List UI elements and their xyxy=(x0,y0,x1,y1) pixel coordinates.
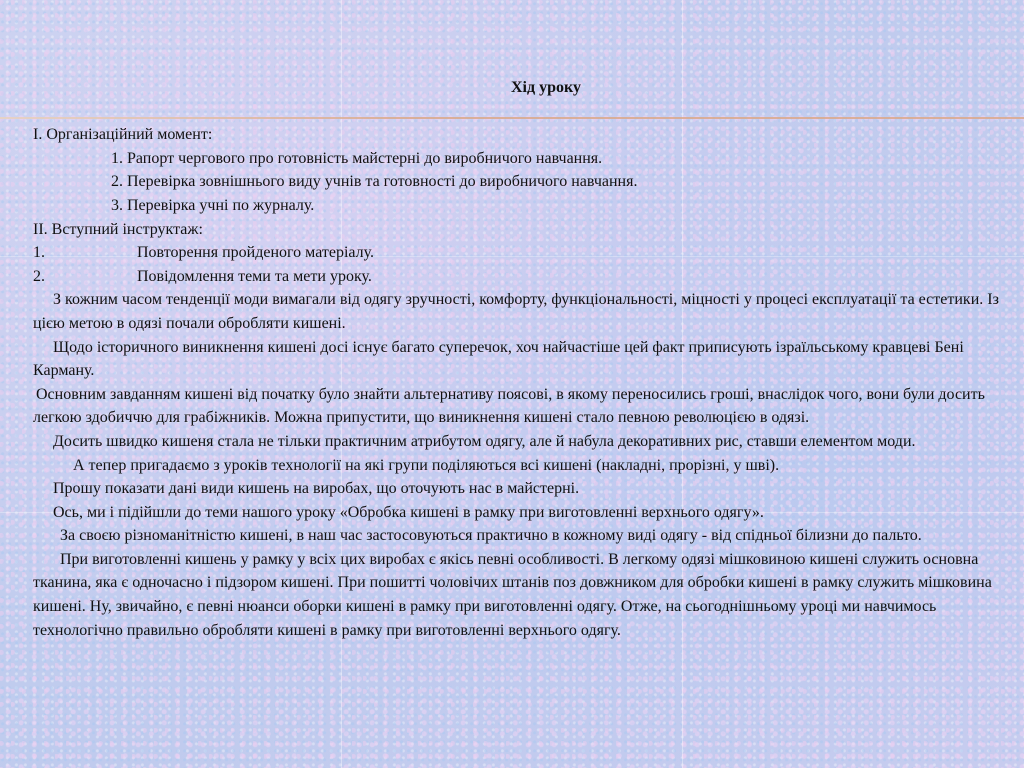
item-text: Повторення пройденого матеріалу. xyxy=(137,244,375,262)
section1-item: 2. Перевірка зовнішнього виду учнів та готовності до виробничого навчання. xyxy=(111,173,638,191)
paragraph: Ось, ми і підійшли до теми нашого уроку «Обробка кишені в рамку при виготовленні верхнього одягу». xyxy=(53,503,764,521)
item-number: 2. xyxy=(33,267,45,285)
paragraph: Щодо історичного виникнення кишені досі існує багато суперечок, хоч найчастіше цей факт приписують ізраїльському кравцеві Бені Карману. xyxy=(33,338,964,380)
section2-item xyxy=(33,241,999,265)
section1-item: 1. Рапорт чергового про готовність майстерні до виробничого навчання. xyxy=(111,149,603,167)
item-text: Повідомлення теми та мети уроку. xyxy=(137,267,372,285)
item-number: 1. xyxy=(33,244,45,262)
paragraph: Досить швидко кишеня стала не тільки практичним атрибутом одягу, але й набула декоративних рис, ставши елементом моди. xyxy=(53,432,916,450)
paragraph: А тепер пригадаємо з уроків технології на які групи поділяються всі кишені (накладні, прорізні, у шві). xyxy=(73,456,780,474)
section2-item xyxy=(33,265,999,289)
page-title: Хід уроку xyxy=(511,79,581,96)
section2-heading: II. Вступний інструктаж: xyxy=(33,220,203,238)
paragraph: Основним завданням кишені від початку було знайти альтернативу поясові, в якому переносились гроші, внаслідок чого, вони були досить легкою здобиччю для грабіжників. Можна припустити, що виникнення кишені стало певною революцією в одязі. xyxy=(33,385,985,427)
section1-heading: I. Організаційний момент: xyxy=(33,126,213,144)
paragraph: При виготовленні кишень у рамку у всіх цих виробах є якісь певні особливості. В легкому одязі мішковиною кишені служить основна тканина, яка є одночасно і підзором кишені. При пошитті чоловічих штанів поз довжником для обробки кишені в рамку служить мішковина кишені. Ну, звичайно, є певні нюанси оборки кишені в рамку при виготовленні одягу. Отже, на сьогоднішньому уроці ми навчимось технологічно правильно обробляти кишені в рамку при виготовленні верхнього одягу. xyxy=(33,550,992,639)
paragraph: За своєю різноманітністю кишені, в наш час застосовуються практично в кожному виді одягу - від спідньої білизни до пальто. xyxy=(60,527,922,545)
section1-item: 3. Перевірка учні по журналу. xyxy=(111,196,315,214)
paragraph: Прошу показати дані види кишень на виробах, що оточують нас в майстерні. xyxy=(53,480,580,498)
paragraph: З кожним часом тенденції моди вимагали від одягу зручності, комфорту, функціональності, міцності у процесі експлуатації та естетики. Із цією метою в одязі почали обробляти кишені. xyxy=(33,291,999,332)
lesson-text xyxy=(33,76,999,642)
